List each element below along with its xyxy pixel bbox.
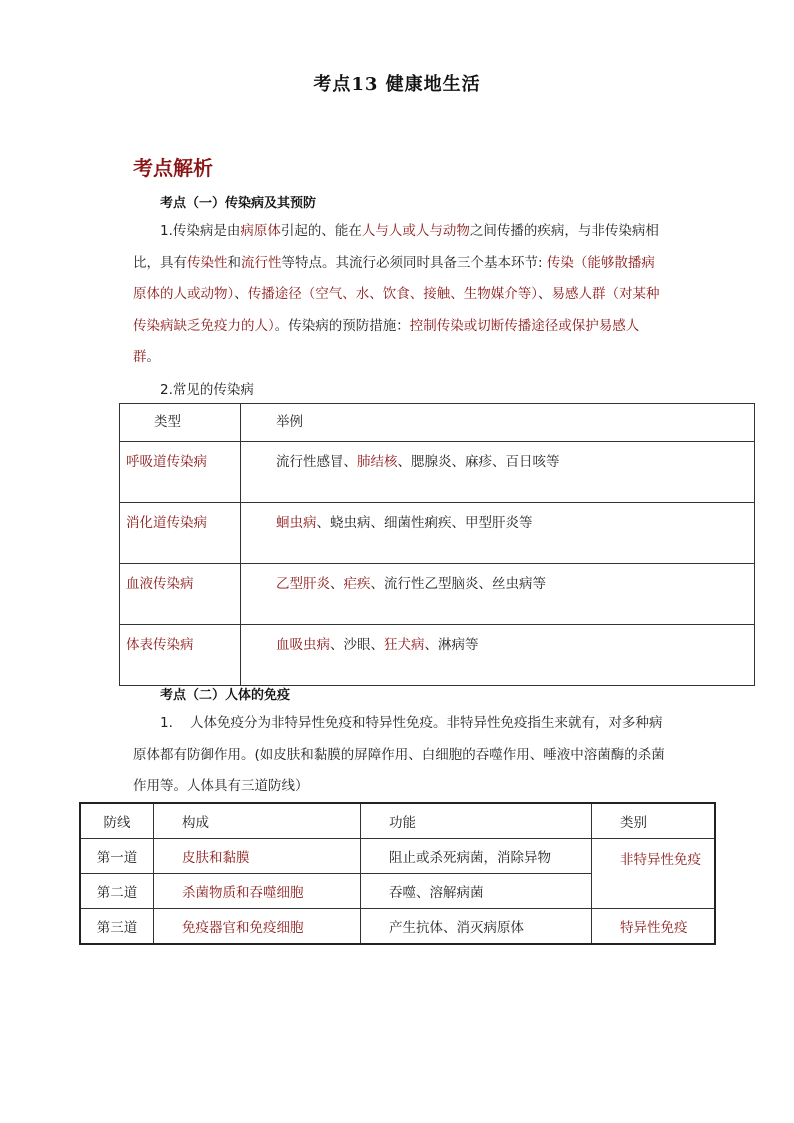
plain-text: 、流行性乙型脑炎、丝虫病等 xyxy=(370,576,546,592)
disease-type: 血液传染病 xyxy=(120,564,241,625)
table-row xyxy=(120,503,755,564)
defense-line: 第三道 xyxy=(80,909,154,945)
plain-text: 、 xyxy=(330,576,344,592)
plain-text: 流行性感冒、 xyxy=(276,454,357,470)
header-function: 功能 xyxy=(361,803,592,839)
point2-paragraph: 1. 人体免疫分为非特异性免疫和特异性免疫。非特异性免疫指生来就有，对多种病原体都有防御作用。(如皮肤和黏膜的屏障作用、白细胞的吞噬作用、唾液中溶菌酶的杀菌作用等。人体具有三道防线） xyxy=(133,715,665,794)
highlight-text: 控制传染或切断传播途径或保护易感人群 xyxy=(133,317,640,365)
table-row xyxy=(80,839,715,874)
table-row xyxy=(120,564,755,625)
defense-line: 第二道 xyxy=(80,874,154,909)
highlight-text: 血吸虫病 xyxy=(276,637,330,653)
header-examples: 举例 xyxy=(241,404,755,442)
disease-type: 消化道传染病 xyxy=(120,503,241,564)
plain-text: 等特点。其流行必须同时具备三个基本环节: xyxy=(281,254,547,271)
table-row xyxy=(120,442,755,503)
disease-type: 体表传染病 xyxy=(120,625,241,686)
defense-function: 阻止或杀死病菌，消除异物 xyxy=(361,839,592,874)
plain-text: 、蛲虫病、细菌性痢疾、甲型肝炎等 xyxy=(316,515,533,531)
disease-examples xyxy=(241,442,755,503)
highlight-text: 流行性 xyxy=(241,254,282,271)
plain-text: 。传染病的预防措施： xyxy=(274,317,410,334)
disease-examples xyxy=(241,564,755,625)
defense-composition: 杀菌物质和吞噬细胞 xyxy=(154,874,361,909)
highlight-text: 传播途径（空气、水、饮食、接触、生物媒介等） xyxy=(247,286,538,302)
disease-examples xyxy=(241,503,755,564)
highlight-text: 人与人或人与动物 xyxy=(361,223,470,239)
highlight-text: 传染性 xyxy=(187,254,228,271)
plain-text: 、沙眼、 xyxy=(330,637,384,653)
plain-text: 、淋病等 xyxy=(424,637,479,653)
defense-category: 非特异性免疫 xyxy=(592,839,716,909)
defense-line: 第一道 xyxy=(80,839,154,874)
table-header-row xyxy=(80,803,715,839)
defense-function: 产生抗体、消灭病原体 xyxy=(361,909,592,945)
defense-table xyxy=(79,802,716,945)
plain-text: 、腮腺炎、麻疹、百日咳等 xyxy=(397,454,560,470)
header-category: 类别 xyxy=(592,803,716,839)
plain-text: 和 xyxy=(227,254,241,271)
highlight-text: 疟疾 xyxy=(343,576,371,592)
defense-category: 特异性免疫 xyxy=(592,909,716,945)
highlight-text: 肺结核 xyxy=(357,454,398,470)
list-label: 2.常见的传染病 xyxy=(160,382,254,398)
highlight-text: 传染（能够散播病原体的人或动物） xyxy=(133,254,655,302)
section-title: 考点解析 xyxy=(133,156,213,180)
point1-heading: 考点（一）传染病及其预防 xyxy=(160,196,317,211)
point1-paragraph xyxy=(133,216,665,374)
header-type: 类型 xyxy=(120,404,241,442)
table-header-row xyxy=(120,404,755,442)
plain-text: 1.传染病是由 xyxy=(160,223,241,239)
defense-function: 吞噬、溶解病菌 xyxy=(361,874,592,909)
table-row xyxy=(80,909,715,945)
header-composition: 构成 xyxy=(154,803,361,839)
disease-table xyxy=(119,403,755,686)
highlight-text: 易感人群（对某种传染病缺乏免疫力的人） xyxy=(133,286,660,334)
plain-text: 之间传播的疾病，与非传染病相比，具有 xyxy=(133,223,659,271)
defense-composition: 皮肤和黏膜 xyxy=(154,839,361,874)
page-title: 考点13 健康地生活 xyxy=(313,74,481,95)
table-row xyxy=(120,625,755,686)
disease-type: 呼吸道传染病 xyxy=(120,442,241,503)
defense-composition: 免疫器官和免疫细胞 xyxy=(154,909,361,945)
plain-text: 、 xyxy=(234,286,248,302)
header-line: 防线 xyxy=(80,803,154,839)
highlight-text: 乙型肝炎 xyxy=(276,576,330,592)
point2-heading: 考点（二）人体的免疫 xyxy=(160,688,291,703)
highlight-text: 狂犬病 xyxy=(384,637,425,653)
plain-text: 、 xyxy=(538,286,552,302)
plain-text: 引起的、能在 xyxy=(280,223,362,239)
plain-text: 。 xyxy=(146,349,160,365)
disease-examples xyxy=(241,625,755,686)
highlight-text: 蛔虫病 xyxy=(276,515,317,531)
highlight-text: 病原体 xyxy=(240,223,281,239)
